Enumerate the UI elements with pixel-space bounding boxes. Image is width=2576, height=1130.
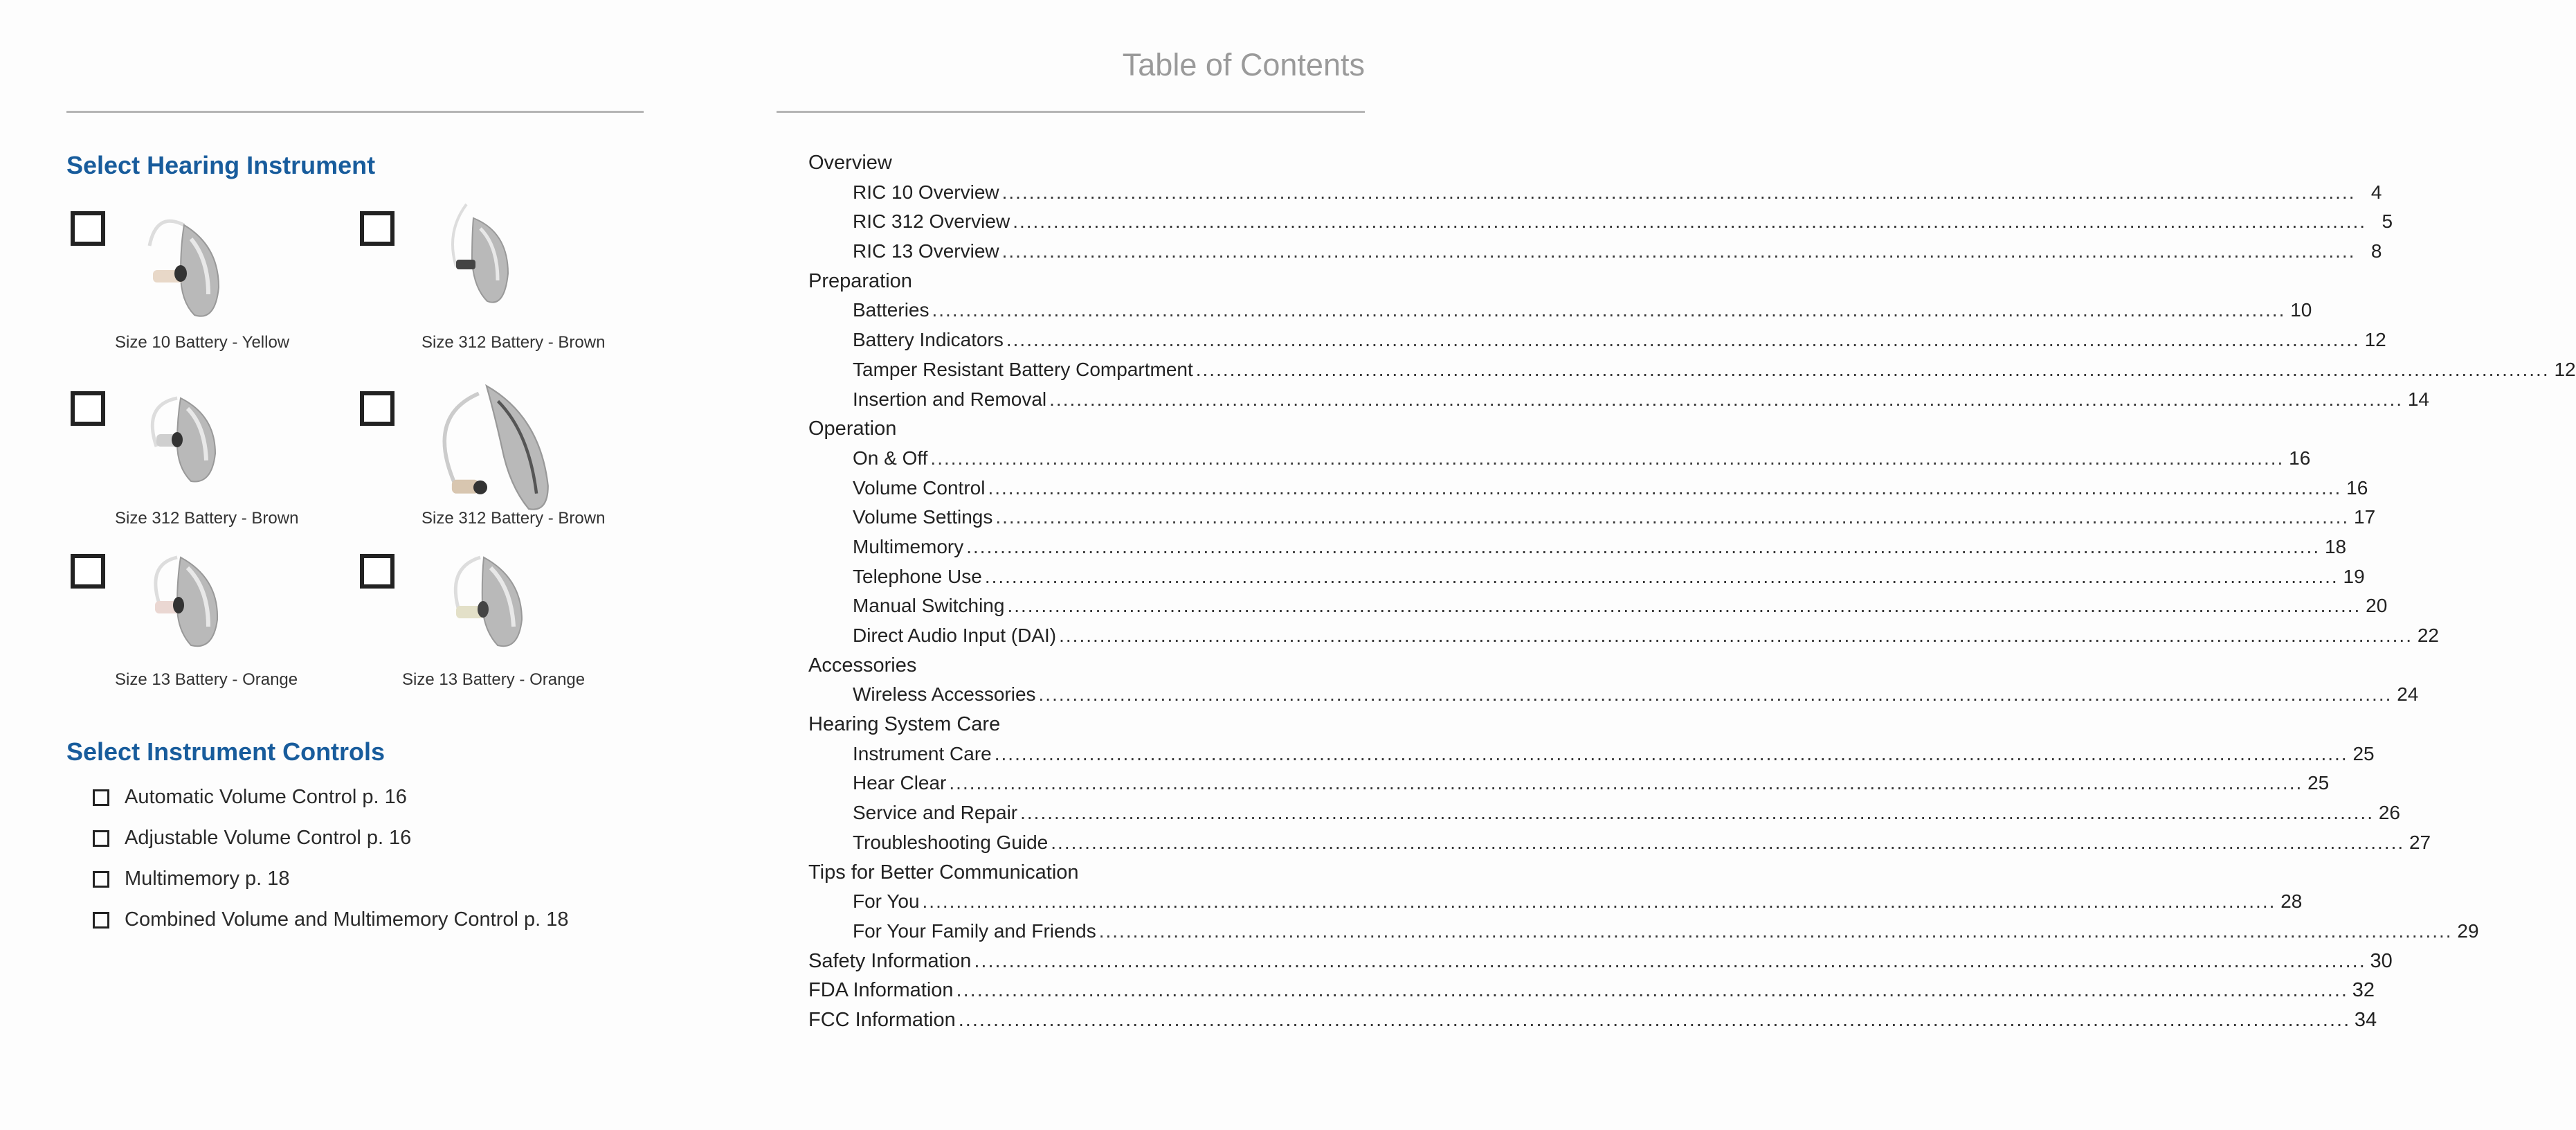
toc-entry-label: Service and Repair: [853, 802, 1018, 824]
hearing-aid-image: [432, 547, 556, 672]
toc-entry-label: Volume Settings: [853, 506, 993, 528]
control-option[interactable]: [93, 777, 569, 818]
control-label: Multimemory p. 18: [125, 868, 290, 890]
toc-entry[interactable]: [808, 798, 2400, 828]
instrument-checkbox[interactable]: [71, 391, 105, 426]
instrument-option[interactable]: [356, 211, 646, 364]
toc-leader-dots: ........................................................................................................................................................................................................: [1001, 240, 2356, 262]
toc-leader-dots: ........................................................................................................................................................................................................: [995, 506, 2350, 528]
hearing-aid-image: [115, 547, 239, 672]
toc-leader-dots: ........................................................................................................................................................................................................: [1051, 831, 2405, 853]
toc-leader-dots: ........................................................................................................................................................................................................: [1006, 329, 2360, 351]
toc-page-number: 32: [2352, 979, 2375, 1002]
toc-page-number: 22: [2417, 625, 2439, 646]
toc-entry-label: RIC 312 Overview: [853, 210, 1010, 233]
toc-entry[interactable]: [808, 769, 2330, 798]
toc-section-heading: [808, 267, 1311, 296]
instrument-option[interactable]: [356, 554, 646, 706]
toc-leader-dots: ........................................................................................................................................................................................................: [994, 742, 2348, 764]
control-label: Combined Volume and Multimemory Control p. 18: [125, 908, 569, 931]
toc-entry[interactable]: [808, 532, 2347, 562]
toc-leader-dots: ........................................................................................................................................................................................................: [1013, 210, 2367, 233]
toc-leader-dots: ........................................................................................................................................................................................................: [984, 565, 2339, 587]
toc-section-heading: [808, 858, 1311, 888]
toc-entry[interactable]: [808, 296, 2312, 325]
control-option[interactable]: [93, 859, 569, 899]
instrument-caption: Size 312 Battery - Brown: [421, 509, 606, 528]
toc-entry[interactable]: [808, 1005, 2377, 1035]
toc-entry-label: Tamper Resistant Battery Compartment: [853, 358, 1193, 380]
instrument-option[interactable]: [66, 554, 357, 706]
toc-entry-label: FCC Information: [808, 1008, 956, 1031]
toc-leader-dots: ........................................................................................................................................................................................................: [988, 476, 2342, 499]
toc-entry[interactable]: [808, 503, 2376, 532]
toc-page-number: 12: [2554, 358, 2576, 380]
toc-entry-label: Preparation: [808, 269, 912, 292]
control-checkbox[interactable]: [93, 912, 109, 929]
control-option[interactable]: [93, 818, 569, 859]
toc-entry-label: FDA Information: [808, 979, 954, 1002]
toc-entry[interactable]: [808, 562, 2365, 592]
toc-page-number: 12: [2364, 329, 2386, 351]
instrument-caption: Size 13 Battery - Orange: [115, 670, 298, 689]
toc-entry[interactable]: [808, 739, 2375, 769]
toc-entry-label: Tips for Better Communication: [808, 861, 1079, 884]
toc-entry-label: Insertion and Removal: [853, 388, 1047, 410]
instrument-option[interactable]: [66, 391, 357, 544]
toc-entry[interactable]: [808, 828, 2431, 858]
toc-entry-label: RIC 13 Overview: [853, 240, 999, 262]
instrument-checkbox[interactable]: [360, 391, 394, 426]
toc-leader-dots: ........................................................................................................................................................................................................: [974, 949, 2366, 972]
toc-entry[interactable]: [808, 474, 2368, 503]
controls-list: [93, 777, 569, 940]
toc-leader-dots: ........................................................................................................................................................................................................: [922, 890, 2276, 913]
instrument-option[interactable]: [356, 391, 646, 544]
toc-entry-label: Overview: [808, 152, 892, 174]
control-checkbox[interactable]: [93, 830, 109, 847]
toc-page-number: 8: [2370, 240, 2382, 262]
table-of-contents: [808, 148, 2576, 1035]
instrument-caption: Size 312 Battery - Brown: [421, 333, 606, 352]
toc-section-heading: [808, 710, 1311, 739]
toc-section-heading: [808, 651, 1311, 681]
toc-leader-dots: ........................................................................................................................................................................................................: [1195, 358, 2550, 380]
toc-entry-label: Multimemory: [853, 535, 964, 557]
toc-entry[interactable]: [808, 917, 2479, 947]
toc-page-number: 5: [2382, 210, 2393, 233]
control-label: Adjustable Volume Control p. 16: [125, 827, 412, 849]
toc-page-number: 14: [2407, 388, 2430, 410]
toc-entry-label: Direct Audio Input (DAI): [853, 625, 1057, 646]
toc-page-number: 4: [2370, 181, 2382, 203]
instrument-checkbox[interactable]: [71, 554, 105, 589]
toc-page-number: 34: [2354, 1008, 2377, 1031]
right-divider: [777, 111, 1365, 113]
toc-entry[interactable]: [808, 621, 2439, 651]
toc-page-number: 20: [2366, 595, 2388, 617]
toc-entry-label: Telephone Use: [853, 565, 982, 587]
toc-page-number: 16: [2289, 447, 2311, 469]
toc-leader-dots: ........................................................................................................................................................................................................: [1001, 181, 2356, 203]
toc-entry-label: Manual Switching: [853, 595, 1005, 617]
toc-leader-dots: ........................................................................................................................................................................................................: [958, 1008, 2351, 1031]
toc-leader-dots: ........................................................................................................................................................................................................: [1007, 595, 2361, 617]
toc-entry-label: RIC 10 Overview: [853, 181, 999, 203]
toc-leader-dots: ........................................................................................................................................................................................................: [1059, 625, 2413, 646]
toc-entry-label: Operation: [808, 418, 897, 440]
toc-leader-dots: ........................................................................................................................................................................................................: [1098, 920, 2453, 942]
toc-page-number: 18: [2324, 535, 2347, 557]
toc-leader-dots: ........................................................................................................................................................................................................: [1049, 388, 2404, 410]
toc-entry-label: Volume Control: [853, 476, 986, 499]
toc-leader-dots: ........................................................................................................................................................................................................: [1020, 802, 2374, 824]
hearing-aid-image: [432, 204, 556, 329]
toc-page-number: 17: [2354, 506, 2376, 528]
toc-entry-label: Safety Information: [808, 949, 972, 972]
hearing-aid-image: [425, 370, 563, 509]
toc-entry-label: Hearing System Care: [808, 713, 1001, 736]
instrument-heading: Select Hearing Instrument: [66, 151, 376, 179]
toc-leader-dots: ........................................................................................................................................................................................................: [1038, 683, 2393, 706]
toc-entry[interactable]: [808, 385, 2430, 415]
toc-entry-label: For Your Family and Friends: [853, 920, 1096, 942]
toc-entry-label: Hear Clear: [853, 772, 947, 794]
toc-entry[interactable]: [808, 887, 2303, 917]
toc-entry-label: For You: [853, 890, 920, 913]
toc-page-number: 27: [2409, 831, 2431, 853]
control-option[interactable]: [93, 899, 569, 940]
toc-page-number: 16: [2346, 476, 2368, 499]
control-checkbox[interactable]: [93, 789, 109, 806]
toc-entry[interactable]: [808, 325, 2386, 355]
toc-page-number: 26: [2378, 802, 2400, 824]
toc-entry-label: On & Off: [853, 447, 928, 469]
toc-entry-label: Battery Indicators: [853, 329, 1004, 351]
toc-entry[interactable]: [808, 591, 2388, 621]
toc-page-number: 29: [2457, 920, 2479, 942]
instrument-caption: Size 13 Battery - Orange: [402, 670, 586, 689]
toc-page-number: 25: [2352, 742, 2375, 764]
page-title: Table of Contents: [1122, 47, 1365, 82]
hearing-aid-image: [115, 204, 239, 329]
toc-leader-dots: ........................................................................................................................................................................................................: [966, 535, 2321, 557]
toc-page-number: 25: [2307, 772, 2330, 794]
toc-page-number: 19: [2343, 565, 2365, 587]
toc-entry[interactable]: [808, 237, 2382, 267]
toc-leader-dots: ........................................................................................................................................................................................................: [956, 979, 2348, 1002]
toc-entry-label: Wireless Accessories: [853, 683, 1036, 706]
toc-leader-dots: ........................................................................................................................................................................................................: [930, 447, 2285, 469]
toc-entry-label: Instrument Care: [853, 742, 992, 764]
instrument-caption: Size 312 Battery - Brown: [115, 509, 299, 528]
instrument-option[interactable]: [66, 211, 357, 364]
toc-page-number: 10: [2290, 299, 2312, 321]
toc-leader-dots: ........................................................................................................................................................................................................: [949, 772, 2303, 794]
instrument-checkbox[interactable]: [71, 211, 105, 246]
control-checkbox[interactable]: [93, 871, 109, 888]
toc-page-number: 24: [2397, 683, 2419, 706]
toc-page-number: 30: [2370, 949, 2393, 972]
controls-heading: Select Instrument Controls: [66, 737, 386, 766]
hearing-aid-image: [115, 384, 239, 509]
toc-section-heading: [808, 414, 1311, 444]
toc-entry-label: Accessories: [808, 654, 917, 676]
toc-section-heading: [808, 148, 1311, 178]
toc-entry[interactable]: [808, 680, 2419, 710]
toc-entry[interactable]: [808, 976, 2375, 1005]
instrument-caption: Size 10 Battery - Yellow: [115, 333, 290, 352]
toc-entry-label: Troubleshooting Guide: [853, 831, 1049, 853]
instrument-checkbox[interactable]: [360, 211, 394, 246]
toc-entry[interactable]: [808, 207, 2393, 237]
toc-entry-label: Batteries: [853, 299, 929, 321]
toc-entry[interactable]: [808, 178, 2382, 208]
toc-page-number: 28: [2280, 890, 2303, 913]
toc-leader-dots: ........................................................................................................................................................................................................: [932, 299, 2286, 321]
control-label: Automatic Volume Control p. 16: [125, 786, 407, 808]
instrument-checkbox[interactable]: [360, 554, 394, 589]
toc-entry[interactable]: [808, 947, 2393, 976]
toc-entry[interactable]: [808, 355, 2576, 385]
left-divider: [66, 111, 644, 113]
toc-entry[interactable]: [808, 444, 2311, 474]
